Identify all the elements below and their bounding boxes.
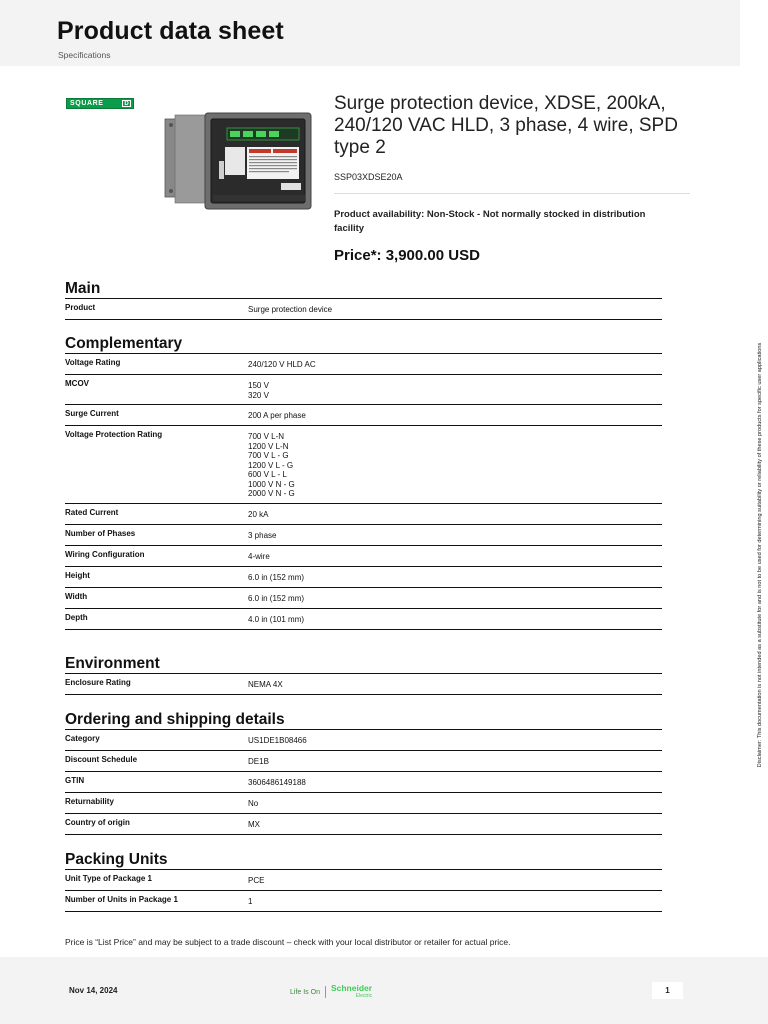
spec-row bbox=[65, 814, 662, 835]
spec-value bbox=[248, 303, 332, 315]
spec-value-line: 1000 V N - G bbox=[248, 479, 295, 489]
spec-row bbox=[65, 354, 662, 375]
spec-value-line: 1200 V L - G bbox=[248, 460, 294, 470]
page-subtitle: Specifications bbox=[58, 50, 111, 60]
spec-row bbox=[65, 567, 662, 588]
spec-row bbox=[65, 891, 662, 912]
spec-value-line: 4-wire bbox=[248, 551, 270, 561]
spec-value-line: NEMA 4X bbox=[248, 680, 283, 689]
spec-value bbox=[248, 874, 264, 886]
spec-value bbox=[248, 797, 258, 809]
spec-value-line: 4.0 in (101 mm) bbox=[248, 614, 305, 624]
spec-value bbox=[248, 571, 304, 583]
spec-key: Surge Current bbox=[65, 409, 119, 418]
product-image bbox=[163, 111, 315, 213]
spec-key: Voltage Rating bbox=[65, 358, 121, 367]
spec-rows bbox=[65, 730, 662, 835]
spec-value bbox=[248, 776, 306, 788]
footer-company-sub: Electric bbox=[355, 993, 373, 999]
spec-row bbox=[65, 793, 662, 814]
spec-value bbox=[248, 592, 304, 604]
footer-company: Schneider bbox=[330, 983, 373, 993]
spec-value bbox=[248, 734, 307, 746]
spec-value bbox=[248, 430, 295, 499]
spec-value-line: 3606486149188 bbox=[248, 778, 306, 787]
spec-value bbox=[248, 409, 306, 421]
spec-key: Wiring Configuration bbox=[65, 549, 145, 559]
spec-row bbox=[65, 405, 662, 426]
spec-key: Category bbox=[65, 734, 100, 743]
spec-row bbox=[65, 299, 662, 320]
section-title: Main bbox=[65, 280, 101, 297]
side-disclaimer-text: Disclaimer: This documentation is not intended as a substitute for and is not to be used for determining suitability or reliability of these products for specific user applications bbox=[757, 342, 763, 768]
spec-row bbox=[65, 751, 662, 772]
spec-value-line: 2000 V N - G bbox=[248, 489, 295, 498]
spec-key: Voltage Protection Rating bbox=[65, 430, 163, 439]
spec-rows bbox=[65, 299, 662, 320]
page-number: 1 bbox=[652, 982, 683, 999]
logo-d: D bbox=[122, 100, 131, 107]
spec-value-line: US1DE1B08466 bbox=[248, 736, 307, 745]
spec-value bbox=[248, 895, 252, 907]
section-ordering bbox=[65, 711, 662, 835]
spec-row bbox=[65, 772, 662, 793]
spec-value-line: 1 bbox=[248, 897, 253, 906]
product-availability: Product availability: Non-Stock - Not normally stocked in distribution facility bbox=[334, 209, 646, 234]
spec-rows bbox=[65, 674, 662, 695]
spec-value-line: Surge protection device bbox=[248, 305, 333, 314]
spec-value bbox=[248, 508, 268, 520]
spec-value bbox=[248, 613, 304, 625]
spec-row bbox=[65, 870, 662, 891]
spec-value-line: 6.0 in (152 mm) bbox=[248, 593, 305, 603]
spec-value-line: 700 V L-N bbox=[248, 432, 285, 441]
spec-value-line: 20 kA bbox=[248, 509, 269, 519]
spec-value-line: 150 V bbox=[248, 381, 269, 390]
spec-value-line: 320 V bbox=[248, 390, 269, 400]
spec-key: Width bbox=[65, 591, 88, 601]
spec-value-line: PCE bbox=[248, 876, 265, 885]
section-main bbox=[65, 280, 662, 320]
spec-key: Unit Type of Package 1 bbox=[65, 874, 152, 883]
spec-key: Country of origin bbox=[65, 818, 130, 827]
spec-value bbox=[248, 818, 260, 830]
price-note: Price is “List Price” and may be subject to a trade discount – check with your local distributor or retailer for actual price. bbox=[65, 937, 511, 947]
spec-value-line: 3 phase bbox=[248, 530, 277, 540]
spec-value-line: 240/120 V HLD AC bbox=[248, 360, 316, 369]
product-name: Surge protection device, XDSE, 200kA, 240/120 VAC HLD, 3 phase, 4 wire, SPD type 2 bbox=[334, 93, 678, 158]
spec-row bbox=[65, 504, 662, 525]
spec-value bbox=[248, 678, 283, 690]
spec-value bbox=[248, 550, 270, 562]
spec-value bbox=[248, 358, 316, 370]
spec-value-line: MX bbox=[248, 820, 260, 829]
spec-key: Returnability bbox=[65, 797, 114, 806]
spec-value-line: 200 A per phase bbox=[248, 411, 306, 420]
spec-value bbox=[248, 529, 276, 541]
section-title: Environment bbox=[65, 655, 160, 672]
spec-key: Depth bbox=[65, 612, 88, 622]
spec-rows bbox=[65, 354, 662, 630]
side-disclaimer bbox=[754, 320, 766, 790]
spec-row bbox=[65, 609, 662, 630]
footer-separator bbox=[325, 986, 326, 998]
spec-key: Enclosure Rating bbox=[65, 678, 131, 687]
spec-row bbox=[65, 674, 662, 695]
spec-row bbox=[65, 546, 662, 567]
spec-key: Number of Units in Package 1 bbox=[65, 895, 178, 904]
divider bbox=[334, 193, 690, 194]
logo-text: SQUARE bbox=[70, 100, 104, 107]
spec-value-line: 1200 V L-N bbox=[248, 441, 289, 451]
schneider-logo bbox=[331, 984, 372, 1000]
spec-row bbox=[65, 426, 662, 504]
spec-value bbox=[248, 755, 269, 767]
section-title: Packing Units bbox=[65, 851, 168, 868]
spec-key: Product bbox=[65, 303, 96, 312]
spec-value-line: 6.0 in (152 mm) bbox=[248, 572, 305, 582]
footer-date: Nov 14, 2024 bbox=[69, 986, 118, 995]
spec-key: Rated Current bbox=[65, 507, 119, 517]
spec-row bbox=[65, 730, 662, 751]
spec-value-line: No bbox=[248, 799, 259, 808]
footer-tagline: Life Is On bbox=[290, 988, 320, 996]
product-price: Price*: 3,900.00 USD bbox=[334, 247, 480, 264]
spec-row bbox=[65, 375, 662, 405]
product-reference: SSP03XDSE20A bbox=[334, 172, 403, 182]
spec-value bbox=[248, 379, 269, 400]
section-packing bbox=[65, 851, 662, 912]
spec-key: MCOV bbox=[65, 379, 89, 388]
footer-brand bbox=[290, 984, 372, 1000]
spec-rows bbox=[65, 870, 662, 912]
spec-row bbox=[65, 525, 662, 546]
section-title: Ordering and shipping details bbox=[65, 711, 285, 728]
spec-value-line: 600 V L - L bbox=[248, 470, 287, 479]
spec-key: Height bbox=[65, 570, 90, 580]
section-complementary bbox=[65, 335, 662, 630]
square-d-logo bbox=[66, 98, 134, 109]
spec-key: Number of Phases bbox=[65, 528, 136, 538]
spec-key: Discount Schedule bbox=[65, 755, 138, 764]
spec-key: GTIN bbox=[65, 776, 85, 785]
section-title: Complementary bbox=[65, 335, 183, 352]
spec-row bbox=[65, 588, 662, 609]
section-environment bbox=[65, 655, 662, 695]
page-title: Product data sheet bbox=[57, 17, 284, 45]
spec-value-line: 700 V L - G bbox=[248, 451, 289, 460]
spec-value-line: DE1B bbox=[248, 757, 269, 766]
